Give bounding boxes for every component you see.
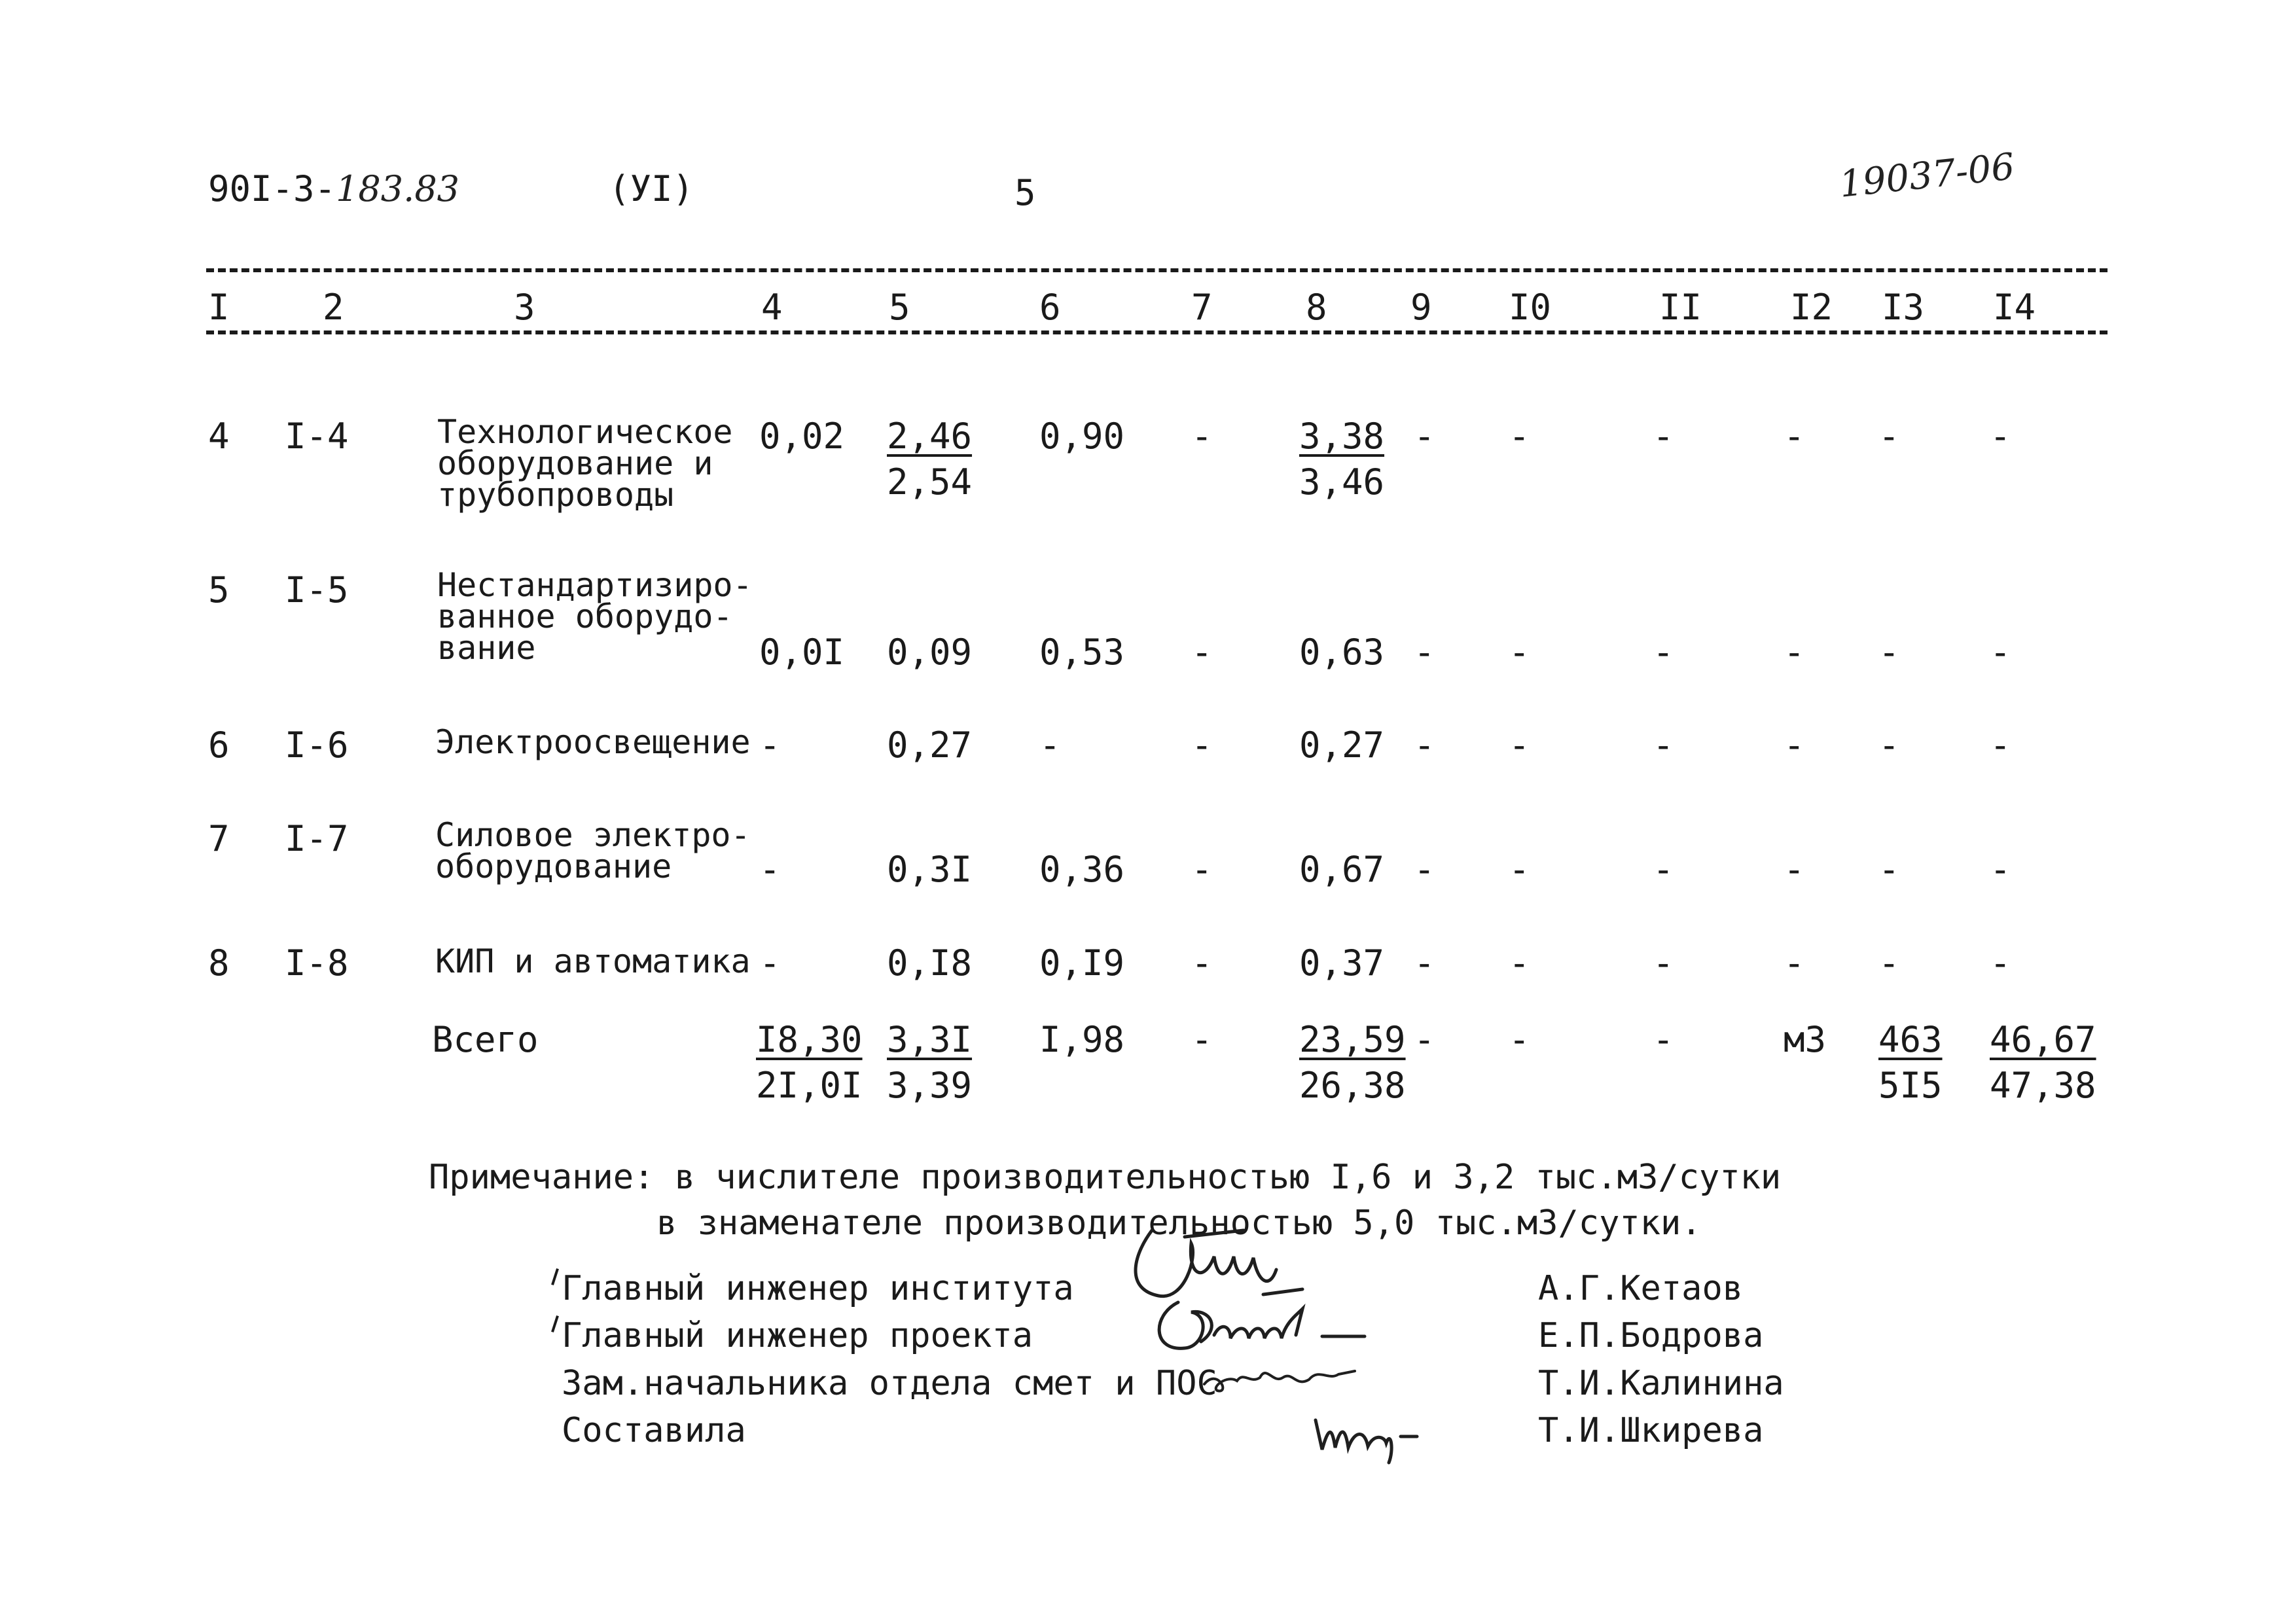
cell-col14: - [1990,942,2011,984]
total-col9: - [1414,1019,1435,1060]
cell-col8: 0,27 [1299,724,1385,766]
row-code: I-8 [285,942,349,984]
cell-col10: - [1509,849,1530,890]
cell-col12: - [1784,942,1805,984]
cell-col6: 0,53 [1039,632,1125,673]
tick-mark [551,1315,559,1332]
cell-col10: - [1509,632,1530,673]
cell-col6: 0,90 [1039,416,1125,457]
tick-mark [551,1268,559,1285]
signatory-role: Составила [562,1411,746,1450]
cell-col9: - [1414,724,1435,766]
cell-col8: 0,37 [1299,942,1385,984]
cell-col7: - [1191,942,1213,984]
total-col11: - [1653,1019,1674,1060]
cell-col8: 0,67 [1299,849,1385,890]
cell-col7: - [1191,724,1213,766]
total-label: Всего [432,1019,539,1060]
signatory-name: Т.И.Калинина [1538,1364,1784,1403]
total-col12-unit: м3 [1784,1019,1827,1060]
page-number: 5 [1014,172,1036,213]
cell-col5: 0,09 [887,632,973,673]
cell-col6: - [1039,724,1061,766]
cell-col5: 0,3I [887,849,973,890]
note-line-2: в знаменателе производительностью 5,0 тыс.м3/сутки. [656,1204,1702,1243]
cell-col11: - [1653,849,1674,890]
cell-col11: - [1653,632,1674,673]
row-code: I-6 [285,724,349,766]
total-col14-denominator: 47,38 [1990,1065,2096,1106]
cell-col9: - [1414,416,1435,457]
total-col7: - [1191,1019,1213,1060]
row-description: Технологическое оборудование и трубопроводы [437,413,733,514]
signatory-name: А.Г.Кетаов [1538,1269,1744,1308]
header-rule-top [206,268,2108,272]
doc-code-printed: 90I-3- [208,168,336,209]
signatory-name: Т.И.Шкирева [1538,1411,1764,1450]
signature-deputy-head [1198,1355,1361,1400]
cell-col4: - [759,849,781,890]
cell-col8: 0,63 [1299,632,1385,673]
doc-code [208,168,460,209]
cell-col14: - [1990,416,2011,457]
cell-col12: - [1784,416,1805,457]
signature-compiler [1309,1400,1427,1466]
cell-col11: - [1653,942,1674,984]
column-header: I3 [1882,287,1925,328]
column-header: 7 [1191,287,1213,328]
cell-col12: - [1784,724,1805,766]
cell-col12: - [1784,632,1805,673]
note-line-1: Примечание: в числителе производительностью I,6 и 3,2 тыс.м3/сутки [429,1158,1782,1197]
column-header: 6 [1039,287,1061,328]
total-col10: - [1509,1019,1530,1060]
signature-chief-engineer-project [1139,1289,1374,1361]
row-code: I-7 [285,818,349,859]
total-col13-denominator: 5I5 [1878,1065,1943,1106]
cell-col13: - [1878,632,1900,673]
cell-col4: 0,0I [759,632,845,673]
cell-col7: - [1191,632,1213,673]
cell-col5-denominator: 2,54 [887,461,973,503]
section-label: (УI) [609,168,694,209]
row-number: 6 [208,724,230,766]
cell-col5: 0,27 [887,724,973,766]
column-header: I4 [1993,287,2036,328]
row-description: Нестандартизиро- ванное оборудо- вание [437,566,753,667]
cell-col5: 0,I8 [887,942,973,984]
total-col5-numerator: 3,3I [887,1019,973,1060]
column-header: 8 [1306,287,1327,328]
cell-col4: - [759,942,781,984]
column-header: 9 [1410,287,1432,328]
total-col8-denominator: 26,38 [1299,1065,1406,1106]
signatory-role: Главный инженер проекта [562,1316,1033,1355]
cell-col9: - [1414,632,1435,673]
doc-code-handwritten: 183.83 [336,168,460,209]
cell-col13: - [1878,724,1900,766]
cell-col14: - [1990,632,2011,673]
column-header: 4 [761,287,783,328]
row-code: I-4 [285,416,349,457]
row-code: I-5 [285,569,349,611]
total-col4-denominator: 2I,0I [756,1065,863,1106]
total-col14-numerator: 46,67 [1990,1019,2096,1060]
column-header: 5 [889,287,910,328]
column-header: II [1659,287,1702,328]
row-number: 4 [208,416,230,457]
cell-col5-numerator: 2,46 [887,416,973,457]
column-header: I [208,287,230,328]
total-col8-numerator: 23,59 [1299,1019,1406,1060]
row-description: Электроосвещение [435,723,751,761]
row-number: 5 [208,569,230,611]
cell-col14: - [1990,849,2011,890]
signatory-name: Е.П.Бодрова [1538,1316,1764,1355]
total-col13-numerator: 463 [1878,1019,1943,1060]
cell-col10: - [1509,416,1530,457]
cell-col9: - [1414,849,1435,890]
cell-col13: - [1878,849,1900,890]
column-header: 3 [514,287,535,328]
row-description: КИП и автоматика [435,942,751,980]
cell-col7: - [1191,416,1213,457]
signatory-role: Главный инженер института [562,1269,1074,1308]
cell-col10: - [1509,724,1530,766]
cell-col13: - [1878,942,1900,984]
cell-col4: 0,02 [759,416,845,457]
cell-col6: 0,I9 [1039,942,1125,984]
cell-col10: - [1509,942,1530,984]
total-col4-numerator: I8,30 [756,1019,863,1060]
header-rule-bottom [206,330,2108,334]
cell-col8-denominator: 3,46 [1299,461,1385,503]
cell-col13: - [1878,416,1900,457]
cell-col11: - [1653,416,1674,457]
total-col5-denominator: 3,39 [887,1065,973,1106]
cell-col6: 0,36 [1039,849,1125,890]
signatory-role: Зам.начальника отдела смет и ПОС [562,1364,1217,1403]
cell-col7: - [1191,849,1213,890]
row-number: 7 [208,818,230,859]
cell-col9: - [1414,942,1435,984]
column-header: I0 [1509,287,1552,328]
row-description: Силовое электро- оборудование [435,816,751,885]
row-number: 8 [208,942,230,984]
registration-stamp: 19037-06 [1837,145,2017,206]
cell-col8-numerator: 3,38 [1299,416,1385,457]
cell-col4: - [759,724,781,766]
total-col6: I,98 [1039,1019,1125,1060]
cell-col12: - [1784,849,1805,890]
column-header: 2 [323,287,344,328]
cell-col11: - [1653,724,1674,766]
cell-col14: - [1990,724,2011,766]
column-header: I2 [1790,287,1833,328]
